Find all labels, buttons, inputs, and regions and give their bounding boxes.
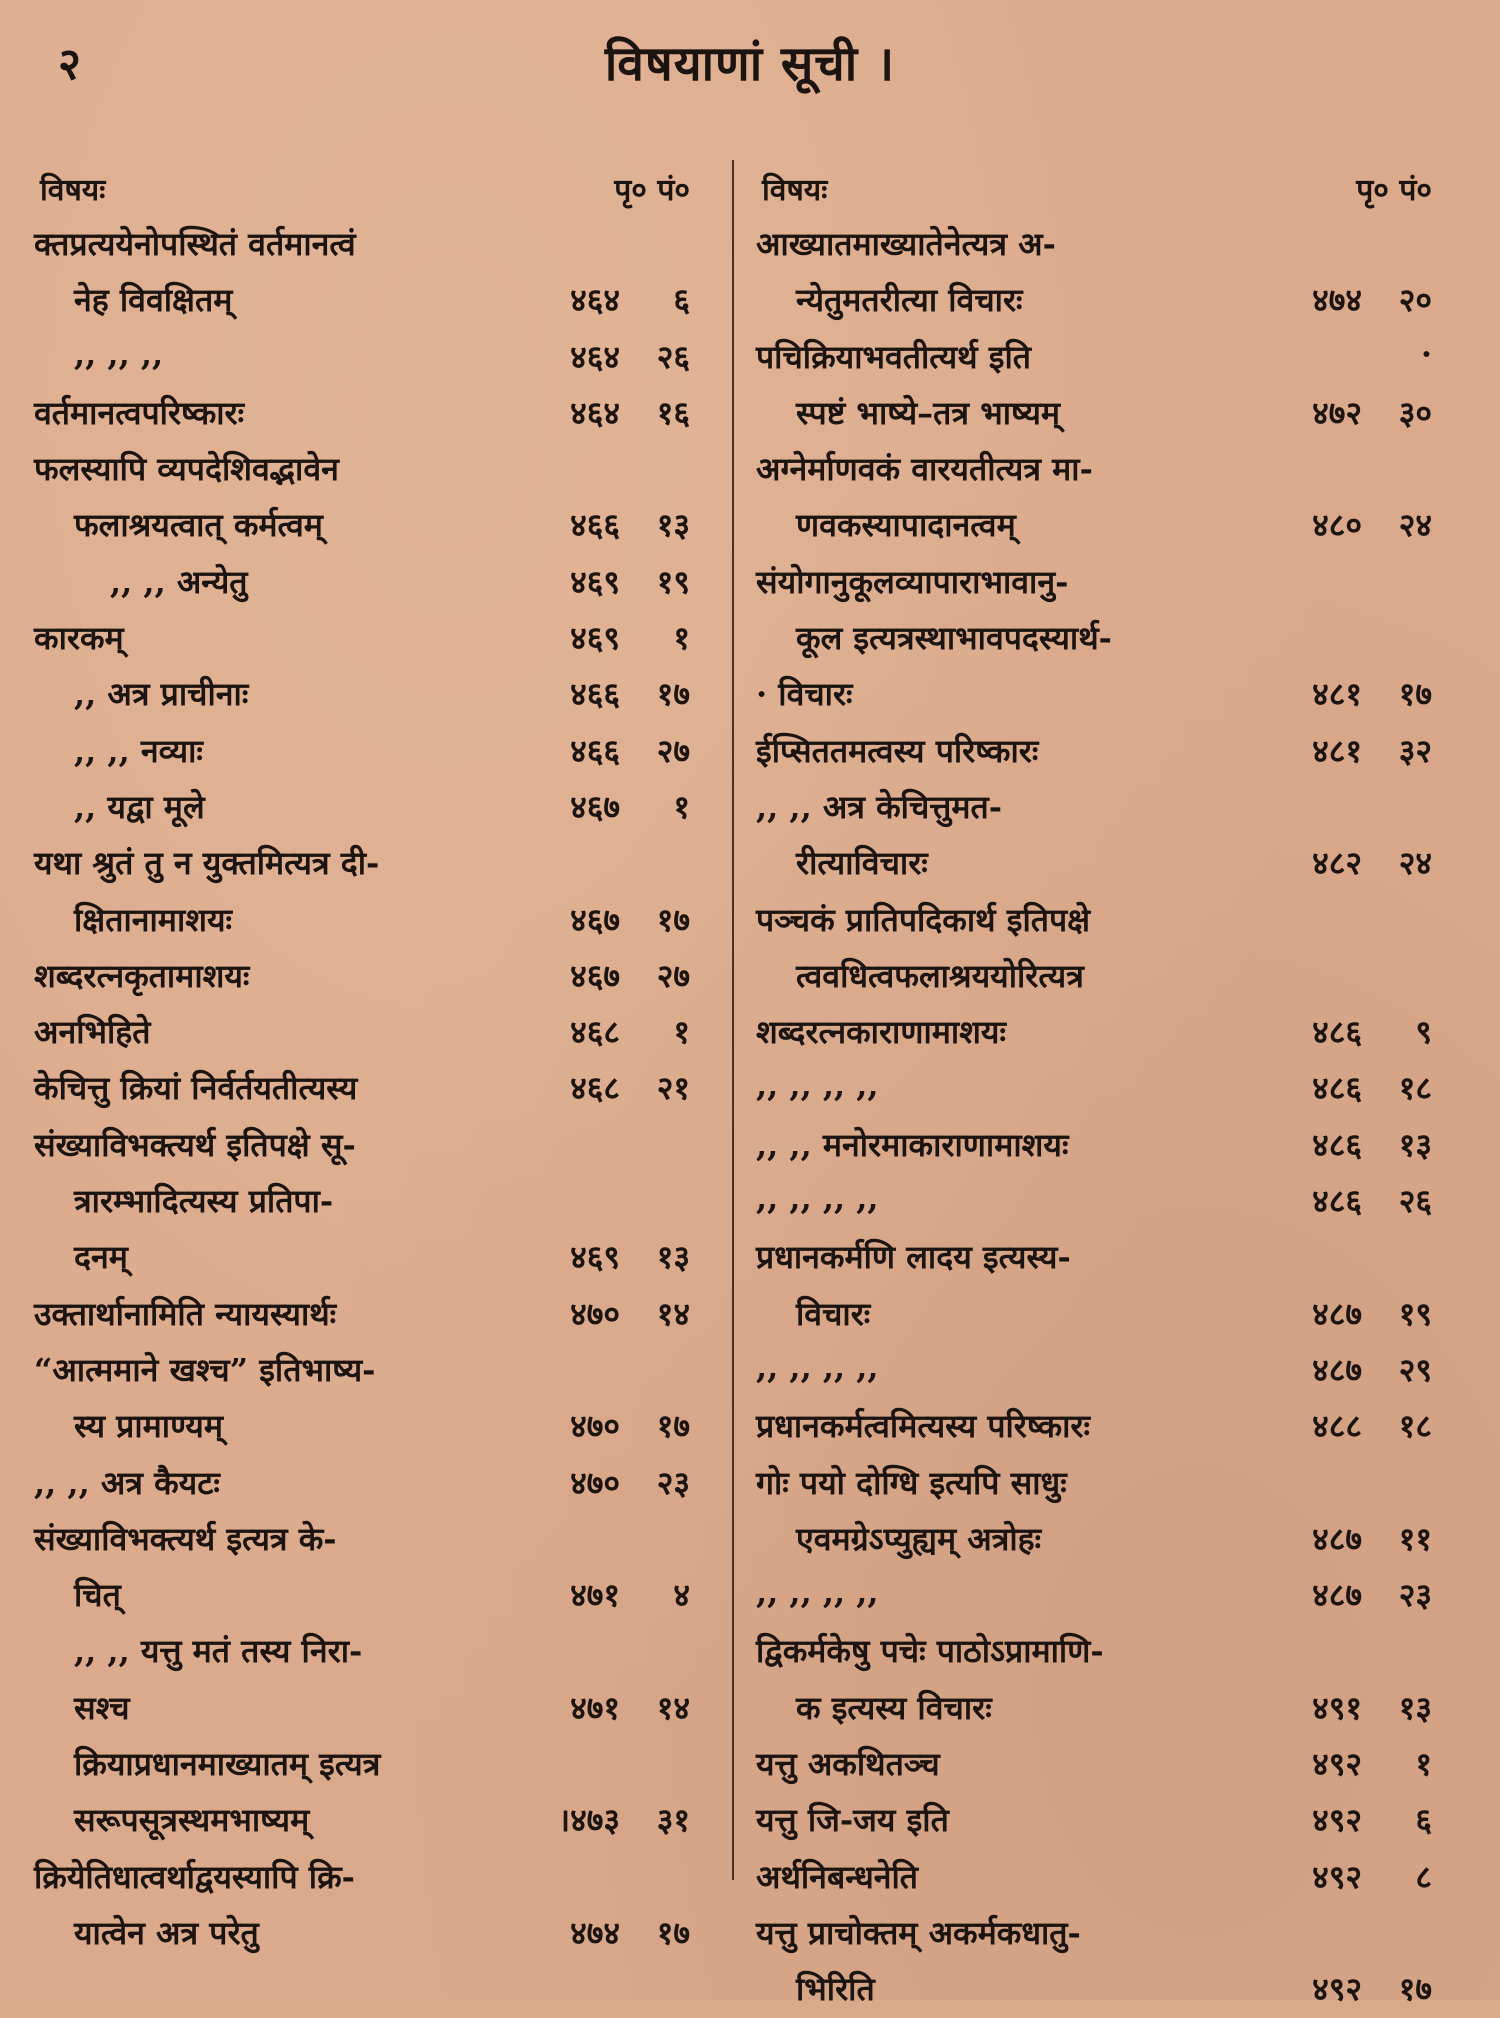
entry-page: ४८६: [1312, 1013, 1362, 1052]
entry-subject: ,, ,, ,,: [74, 334, 164, 373]
entry-line: ३२: [1398, 731, 1432, 770]
entry-line: २७: [656, 731, 690, 770]
entry-subject: ईप्सिततमत्वस्य परिष्कारः: [756, 731, 1039, 770]
entry-line: २४: [1398, 844, 1432, 883]
entry-page: ४६८: [570, 1013, 620, 1052]
right-column-header: [752, 160, 1432, 216]
entry-page: ४६७: [570, 956, 620, 995]
entry-line: १७: [656, 675, 690, 714]
index-entry: [30, 329, 690, 385]
entry-subject: ,, ,, अत्र केचित्तुमत-: [756, 787, 1003, 826]
index-entry: [752, 779, 1432, 835]
entry-line: ३०: [1398, 393, 1432, 432]
entry-subject: स्पष्टं भाष्ये–तत्र भाष्यम्: [796, 393, 1061, 432]
entry-subject: ,, ,, ,, ,,: [756, 1347, 879, 1386]
index-entry: [752, 1905, 1432, 1961]
entry-subject: फलस्यापि व्यपदेशिवद्भावेन: [34, 450, 339, 489]
entry-subject: केचित्तु क्रियां निर्वर्तयतीत्यस्य: [34, 1069, 358, 1108]
index-entry: [30, 892, 690, 948]
entry-subject: संख्याविभक्त्यर्थ इत्यत्र के-: [34, 1519, 337, 1558]
entry-line: १७: [1398, 675, 1432, 714]
entry-line: २०: [1398, 281, 1432, 320]
entry-line: १: [1415, 1745, 1432, 1784]
entry-page: ।४७३: [557, 1801, 620, 1840]
index-entry: [752, 1849, 1432, 1905]
index-entry: [30, 1455, 690, 1511]
entry-page: ४८१: [1312, 675, 1362, 714]
entry-line: १: [673, 1013, 690, 1052]
entry-subject: पचिक्रियाभवतीत्यर्थ इति: [756, 337, 1031, 376]
entry-page: ४७१: [570, 1576, 620, 1615]
entry-subject: ,, ,, यत्तु मतं तस्य निरा-: [74, 1632, 363, 1671]
entry-subject: ,, ,, अन्येतु: [110, 562, 248, 601]
entry-line: १७: [656, 1407, 690, 1446]
entry-subject: पञ्चकं प्रातिपदिकार्थ इतिपक्षे: [756, 900, 1091, 939]
entry-subject: क्तप्रत्ययेनोपस्थितं वर्तमानत्वं: [34, 225, 356, 263]
index-entry: [752, 1173, 1432, 1229]
entry-page: ४६७: [570, 900, 620, 939]
entry-subject: संख्याविभक्त्यर्थ इतिपक्षे सू-: [34, 1125, 356, 1164]
index-entry: [30, 1173, 690, 1229]
index-entry: [30, 610, 690, 666]
entry-line: १३: [656, 506, 690, 545]
index-entry: [752, 385, 1432, 441]
index-entry: [752, 1961, 1432, 2017]
entry-page: ४८७: [1312, 1294, 1362, 1333]
entry-subject: प्रधानकर्मत्वमित्यस्य परिष्कारः: [756, 1407, 1090, 1446]
index-entry: [30, 1117, 690, 1173]
index-entry: [30, 1286, 690, 1342]
index-entry: [752, 1398, 1432, 1454]
entry-page: ४७२: [1312, 393, 1362, 432]
index-entry: [30, 497, 690, 553]
entry-subject: ,, ,, ,, ,,: [756, 1573, 879, 1612]
entry-line: १८: [1398, 1407, 1432, 1446]
entry-subject: क इत्यस्य विचारः: [796, 1688, 992, 1727]
entry-line: १९: [1398, 1294, 1432, 1333]
entry-line: २३: [1398, 1576, 1432, 1615]
index-entry: [30, 1623, 690, 1679]
entry-line: ८: [1415, 1857, 1432, 1896]
index-entry: [752, 1286, 1432, 1342]
entry-line: २३: [656, 1463, 690, 1502]
left-index-list: [30, 216, 690, 1961]
entry-subject: वर्तमानत्वपरिष्कारः: [34, 393, 245, 432]
page-title: विषयाणां सूची ।: [604, 36, 896, 92]
index-entry: [30, 723, 690, 779]
entry-page: ४६४: [570, 393, 620, 432]
entry-page: ४७०: [570, 1294, 620, 1333]
right-page-line-heading: पृ० पं०: [1356, 173, 1432, 208]
entry-line: १४: [656, 1294, 690, 1333]
index-entry: [752, 1060, 1432, 1116]
entry-page: ४८७: [1312, 1350, 1362, 1389]
index-entry: [30, 779, 690, 835]
index-entry: [30, 1342, 690, 1398]
entry-line: ६: [673, 281, 690, 320]
entry-page: ४६९: [570, 562, 620, 601]
index-entry: [752, 1736, 1432, 1792]
entry-line: १८: [1398, 1069, 1432, 1108]
index-entry: [752, 216, 1432, 272]
entry-subject: यत्तु प्राचोक्तम् अकर्मकधातु-: [756, 1913, 1081, 1952]
entry-line: ३१: [656, 1801, 690, 1840]
entry-line: १७: [656, 900, 690, 939]
entry-subject: ,, ,, मनोरमाकाराणामाशयः: [756, 1125, 1069, 1164]
index-entry: [752, 441, 1432, 497]
entry-line: ११: [1398, 1519, 1432, 1558]
entry-subject: यत्तु जि-जय इति: [756, 1801, 949, 1840]
entry-line: १७: [656, 1913, 690, 1952]
index-entry: [752, 610, 1432, 666]
entry-page: ४६४: [570, 337, 620, 376]
index-entry: [752, 892, 1432, 948]
entry-subject: फलाश्रयत्वात् कर्मत्वम्: [74, 506, 323, 545]
entry-subject: यात्वेन अत्र परेतु: [74, 1913, 259, 1952]
entry-page: ४८६: [1312, 1125, 1362, 1164]
index-entry: [30, 666, 690, 722]
entry-line: २६: [656, 337, 690, 376]
entry-line: १३: [1398, 1125, 1432, 1164]
index-entry: [752, 666, 1432, 722]
index-entry: [752, 497, 1432, 553]
index-entry: [30, 1229, 690, 1285]
index-entry: [752, 1792, 1432, 1848]
entry-subject: ,, ,, ,, ,,: [756, 1179, 879, 1218]
entry-subject: विचारः: [796, 1294, 871, 1333]
entry-line: १३: [656, 1238, 690, 1277]
right-subject-heading: विषयः: [762, 173, 828, 208]
entry-line: १७: [1398, 1970, 1432, 2009]
index-entry: [30, 1567, 690, 1623]
index-entry: [30, 1849, 690, 1905]
entry-subject: · विचारः: [756, 675, 853, 714]
entry-page: ४६९: [570, 619, 620, 658]
entry-line: १४: [656, 1688, 690, 1727]
index-entry: [752, 948, 1432, 1004]
entry-page: ४६४: [570, 281, 620, 320]
entry-subject: गोः पयो दोग्धि इत्यपि साधुः: [756, 1463, 1067, 1502]
entry-page: ४९२: [1312, 1801, 1362, 1840]
entry-page: ४८८: [1312, 1407, 1362, 1446]
entry-subject: “आत्ममाने खश्च” इतिभाष्य-: [34, 1350, 376, 1389]
entry-page: ४६८: [570, 1069, 620, 1108]
entry-subject: अग्नेर्माणवकं वारयतीत्यत्र मा-: [756, 450, 1093, 489]
left-page-line-heading: पृ० पं०: [614, 173, 690, 208]
index-entry: [752, 329, 1432, 385]
entry-subject: क्रियेतिधात्वर्थाद्वयस्यापि क्रि-: [34, 1857, 355, 1896]
entry-page: ४८०: [1312, 506, 1362, 545]
index-entry: [30, 1792, 690, 1848]
entry-subject: ,, ,, अत्र कैयटः: [34, 1463, 220, 1502]
entry-subject: क्षितानामाशयः: [74, 900, 233, 939]
entry-subject: द्विकर्मकेषु पचेः पाठोऽप्रामाणि-: [756, 1632, 1104, 1671]
entry-subject: चित्: [74, 1576, 121, 1615]
index-entry: [752, 723, 1432, 779]
index-entry: [30, 385, 690, 441]
entry-subject: भिरिति: [796, 1970, 875, 2009]
entry-subject: सरूपसूत्रस्थमभाष्यम्: [74, 1801, 310, 1840]
entry-line: २९: [1398, 1350, 1432, 1389]
entry-page: ४६६: [570, 675, 620, 714]
entry-page: ४८६: [1312, 1182, 1362, 1221]
entry-line: १६: [656, 393, 690, 432]
index-entry: [30, 1398, 690, 1454]
index-entry: [752, 1623, 1432, 1679]
entry-page: ४९२: [1312, 1970, 1362, 2009]
index-entry: [30, 272, 690, 328]
entry-subject: शब्दरत्नकृतामाशयः: [34, 956, 250, 995]
entry-line: २६: [1398, 1182, 1432, 1221]
entry-page: ४८७: [1312, 1576, 1362, 1615]
entry-subject: उक्तार्थानामिति न्यायस्यार्थः: [34, 1294, 337, 1333]
entry-subject: रीत्याविचारः: [796, 844, 928, 883]
entry-line: ९: [1415, 1013, 1432, 1052]
left-subject-heading: विषयः: [40, 173, 106, 208]
entry-page: ४९१: [1312, 1688, 1362, 1727]
entry-page: ४६६: [570, 506, 620, 545]
entry-line: १: [673, 619, 690, 658]
entry-subject: न्येतुमतरीत्या विचारः: [796, 281, 1023, 320]
right-index-list: [752, 216, 1432, 2018]
entry-subject: कारकम्: [34, 619, 124, 658]
entry-subject: शब्दरत्नकाराणामाशयः: [756, 1013, 1006, 1052]
index-entry: [30, 1511, 690, 1567]
entry-page: ४९२: [1312, 1745, 1362, 1784]
entry-page: ४६९: [570, 1238, 620, 1277]
index-entry: [752, 1342, 1432, 1398]
entry-page: ४७०: [570, 1407, 620, 1446]
entry-subject: अर्थनिबन्धनेति: [756, 1857, 919, 1896]
page-number: २: [58, 39, 81, 90]
left-column: [30, 160, 690, 1961]
left-column-header: [30, 160, 690, 216]
entry-page: ४८१: [1312, 731, 1362, 770]
entry-subject: स्य प्रामाण्यम्: [74, 1407, 223, 1446]
entry-page: ४८६: [1312, 1069, 1362, 1108]
entry-subject: ,, ,, ,, ,,: [756, 1066, 879, 1105]
index-entry: [30, 216, 690, 272]
index-entry: [30, 1736, 690, 1792]
index-entry: [30, 1905, 690, 1961]
index-entry: [30, 441, 690, 497]
entry-subject: त्रारम्भादित्यस्य प्रतिपा-: [74, 1182, 334, 1221]
entry-page: ४६७: [570, 787, 620, 826]
entry-subject: ,, अत्र प्राचीनाः: [74, 675, 249, 714]
index-entry: [752, 1004, 1432, 1060]
column-divider: [732, 160, 734, 1880]
entry-subject: णवकस्यापादानत्वम्: [796, 506, 1016, 545]
entry-subject: त्ववधित्वफलाश्रययोरित्यत्र: [796, 956, 1084, 995]
index-entry: [752, 1229, 1432, 1285]
index-entry: [30, 948, 690, 1004]
entry-page: ४७४: [570, 1913, 620, 1952]
entry-subject: ,, यद्वा मूले: [74, 787, 205, 826]
entry-page: ४६६: [570, 731, 620, 770]
index-entry: [752, 554, 1432, 610]
entry-subject: दनम्: [74, 1238, 128, 1277]
entry-line: २७: [656, 956, 690, 995]
entry-line: १: [673, 787, 690, 826]
index-entry: [30, 1060, 690, 1116]
entry-subject: क्रियाप्रधानमाख्यातम् इत्यत्र: [74, 1745, 381, 1784]
index-entry: [30, 554, 690, 610]
entry-page: ४८२: [1312, 844, 1362, 883]
entry-line: १९: [656, 562, 690, 601]
right-column: [752, 160, 1432, 2018]
entry-page: ४७१: [570, 1688, 620, 1727]
entry-subject: यथा श्रुतं तु न युक्तमित्यत्र दी-: [34, 844, 380, 883]
entry-page: ४८७: [1312, 1519, 1362, 1558]
index-entry: [752, 1455, 1432, 1511]
entry-subject: आख्यातमाख्यातेनेत्यत्र अ-: [756, 225, 1056, 263]
entry-subject: कूल इत्यत्रस्थाभावपदस्यार्थ-: [796, 619, 1112, 658]
entry-subject: सश्च: [74, 1688, 130, 1727]
entry-line: २४: [1398, 506, 1432, 545]
entry-subject: ,, ,, नव्याः: [74, 731, 203, 770]
entry-line: ६: [1415, 1801, 1432, 1840]
index-entry: [752, 1567, 1432, 1623]
entry-line: २१: [656, 1069, 690, 1108]
index-entry: [752, 1680, 1432, 1736]
index-entry: [752, 1511, 1432, 1567]
entry-subject: नेह विवक्षितम्: [74, 281, 233, 320]
entry-line: १३: [1398, 1688, 1432, 1727]
entry-subject: संयोगानुकूलव्यापाराभावानु-: [756, 562, 1069, 601]
index-entry: [30, 1004, 690, 1060]
entry-page: ४९२: [1312, 1857, 1362, 1896]
index-entry: [752, 835, 1432, 891]
entry-subject: अनभिहिते: [34, 1013, 151, 1052]
entry-page: ४७०: [570, 1463, 620, 1502]
entry-subject: एवमग्रेऽप्युह्यम् अत्रोहः: [796, 1519, 1042, 1558]
entry-subject: यत्तु अकथितञ्च: [756, 1745, 940, 1784]
entry-line: ४: [673, 1576, 690, 1615]
entry-line: ·: [1420, 334, 1432, 373]
entry-page: ४७४: [1312, 281, 1362, 320]
index-entry: [752, 1117, 1432, 1173]
index-entry: [30, 835, 690, 891]
index-entry: [30, 1680, 690, 1736]
entry-subject: प्रधानकर्मणि लादय इत्यस्य-: [756, 1238, 1071, 1277]
index-entry: [752, 272, 1432, 328]
